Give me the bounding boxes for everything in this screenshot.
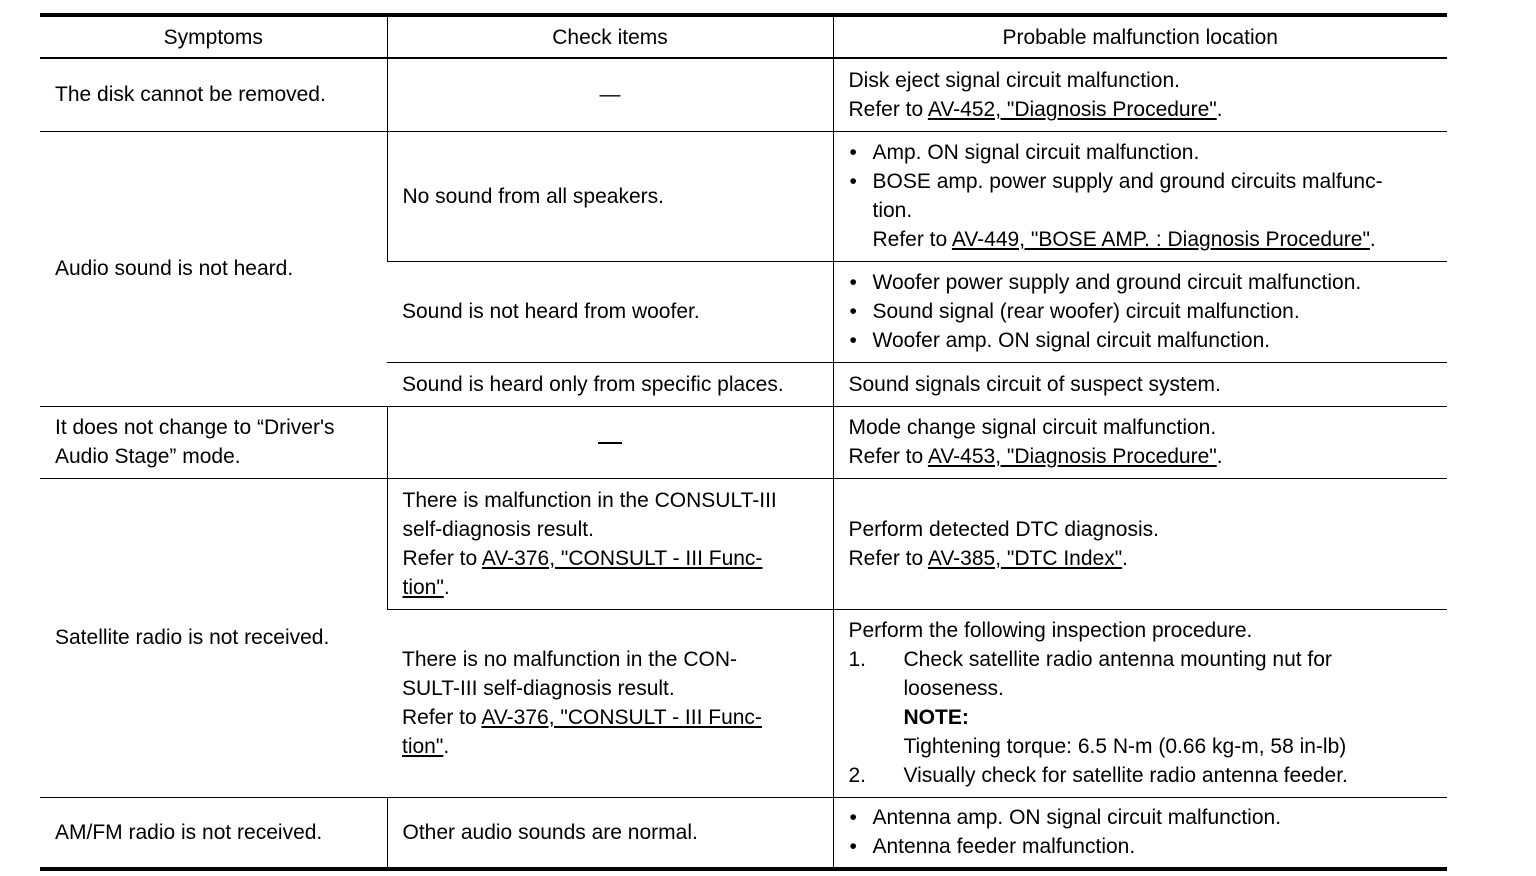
check-amfm: Other audio sounds are normal. (387, 797, 833, 869)
check-audio-woofer: Sound is not heard from woofer. (387, 261, 833, 362)
check-text: SULT-III self-diagnosis result. (402, 677, 675, 700)
punctuation: . (443, 735, 450, 758)
note-text: Tightening torque: 6.5 N-m (0.66 kg-m, 58 in-lb) (903, 735, 1347, 758)
symptom-text: It does not change to “Driver's (55, 416, 335, 439)
step-number: 2. (848, 764, 867, 787)
row-stage (40, 406, 1447, 478)
refer-text: Refer to (848, 445, 928, 468)
header-symptoms: Symptoms (40, 15, 387, 58)
location-text: Perform the following inspection procedure. (848, 619, 1253, 642)
punctuation: . (1216, 445, 1223, 468)
reference-link[interactable]: AV-453, "Diagnosis Procedure" (927, 445, 1217, 468)
refer-text: Refer to (848, 97, 928, 121)
symptom-text: Audio Stage” mode. (55, 445, 241, 468)
refer-text: Refer to (402, 706, 482, 729)
dash-mark (598, 442, 622, 444)
bullet-text: tion. (872, 199, 913, 222)
check-stage (387, 406, 833, 478)
location-stage (833, 406, 1447, 478)
punctuation: . (1122, 546, 1129, 570)
bullet-item: • Woofer amp. ON signal circuit malfunction. (849, 326, 1440, 355)
check-audio-specific: Sound is heard only from specific places. (387, 362, 833, 406)
check-audio-all-speakers: No sound from all speakers. (387, 131, 833, 261)
diagnosis-table (40, 13, 1447, 871)
bullet-item (849, 167, 1440, 225)
location-audio-specific: Sound signals circuit of suspect system. (833, 362, 1447, 406)
check-satellite-no-malfunction (387, 609, 833, 797)
row-disk (40, 58, 1447, 131)
note-label: NOTE: (903, 706, 969, 729)
location-text: Mode change signal circuit malfunction. (848, 416, 1217, 439)
reference-link[interactable]: tion" (402, 735, 444, 758)
row-amfm (40, 797, 1447, 869)
refer-text: Refer to (402, 546, 482, 570)
symptom-stage (40, 406, 387, 478)
step-text: Check satellite radio antenna mounting nut for (903, 648, 1332, 671)
check-text: self-diagnosis result. (402, 517, 594, 541)
punctuation: . (443, 575, 450, 599)
location-audio-woofer (833, 261, 1447, 362)
reference-link[interactable]: AV-376, "CONSULT - III Func- (481, 706, 762, 729)
row-audio-1 (40, 131, 1447, 261)
punctuation: . (1216, 97, 1223, 121)
step-1 (849, 645, 1440, 703)
step-number: 1. (848, 648, 867, 671)
location-satellite-inspection (833, 609, 1447, 797)
symptom-disk: The disk cannot be removed. (40, 58, 387, 131)
symptom-satellite: Satellite radio is not received. (40, 478, 387, 797)
symptom-audio: Audio sound is not heard. (40, 131, 387, 406)
step-text: looseness. (903, 677, 1004, 700)
check-disk: — (387, 58, 833, 131)
step-text: Visually check for satellite radio antenna feeder. (903, 764, 1348, 787)
bullet-text: • BOSE amp. power supply and ground circuits malfunc- (872, 170, 1383, 193)
check-text: There is malfunction in the CONSULT-III (402, 488, 777, 512)
punctuation: . (1369, 228, 1376, 251)
reference-link[interactable]: AV-452, "Diagnosis Procedure" (927, 97, 1217, 121)
check-satellite-malfunction (387, 478, 833, 609)
refer-text: Refer to (872, 228, 952, 251)
reference-link[interactable]: AV-385, "DTC Index" (927, 546, 1123, 570)
bullet-item: • Amp. ON signal circuit malfunction. (849, 138, 1440, 167)
bullet-item: • Antenna amp. ON signal circuit malfunction. (849, 803, 1440, 832)
symptom-amfm: AM/FM radio is not received. (40, 797, 387, 869)
step-2 (849, 761, 1440, 790)
location-audio-all-speakers (833, 131, 1447, 261)
location-text: Perform detected DTC diagnosis. (848, 517, 1159, 541)
header-check-items: Check items (387, 15, 833, 58)
location-disk (833, 58, 1447, 131)
location-amfm (833, 797, 1447, 869)
check-text: There is no malfunction in the CON- (402, 648, 737, 671)
bullet-item: • Sound signal (rear woofer) circuit malfunction. (849, 297, 1440, 326)
header-row (40, 15, 1447, 58)
row-satellite-1 (40, 478, 1447, 609)
bullet-item: • Antenna feeder malfunction. (849, 832, 1440, 861)
header-location: Probable malfunction location (833, 15, 1447, 58)
reference-link[interactable]: AV-449, "BOSE AMP. : Diagnosis Procedure" (951, 228, 1370, 251)
reference-link[interactable]: AV-376, "CONSULT - III Func- (481, 546, 763, 570)
reference-link[interactable]: tion" (402, 575, 444, 599)
bullet-item: • Woofer power supply and ground circuit malfunction. (849, 268, 1440, 297)
location-text: Disk eject signal circuit malfunction. (848, 68, 1180, 92)
location-satellite-dtc (833, 478, 1447, 609)
refer-text: Refer to (848, 546, 928, 570)
